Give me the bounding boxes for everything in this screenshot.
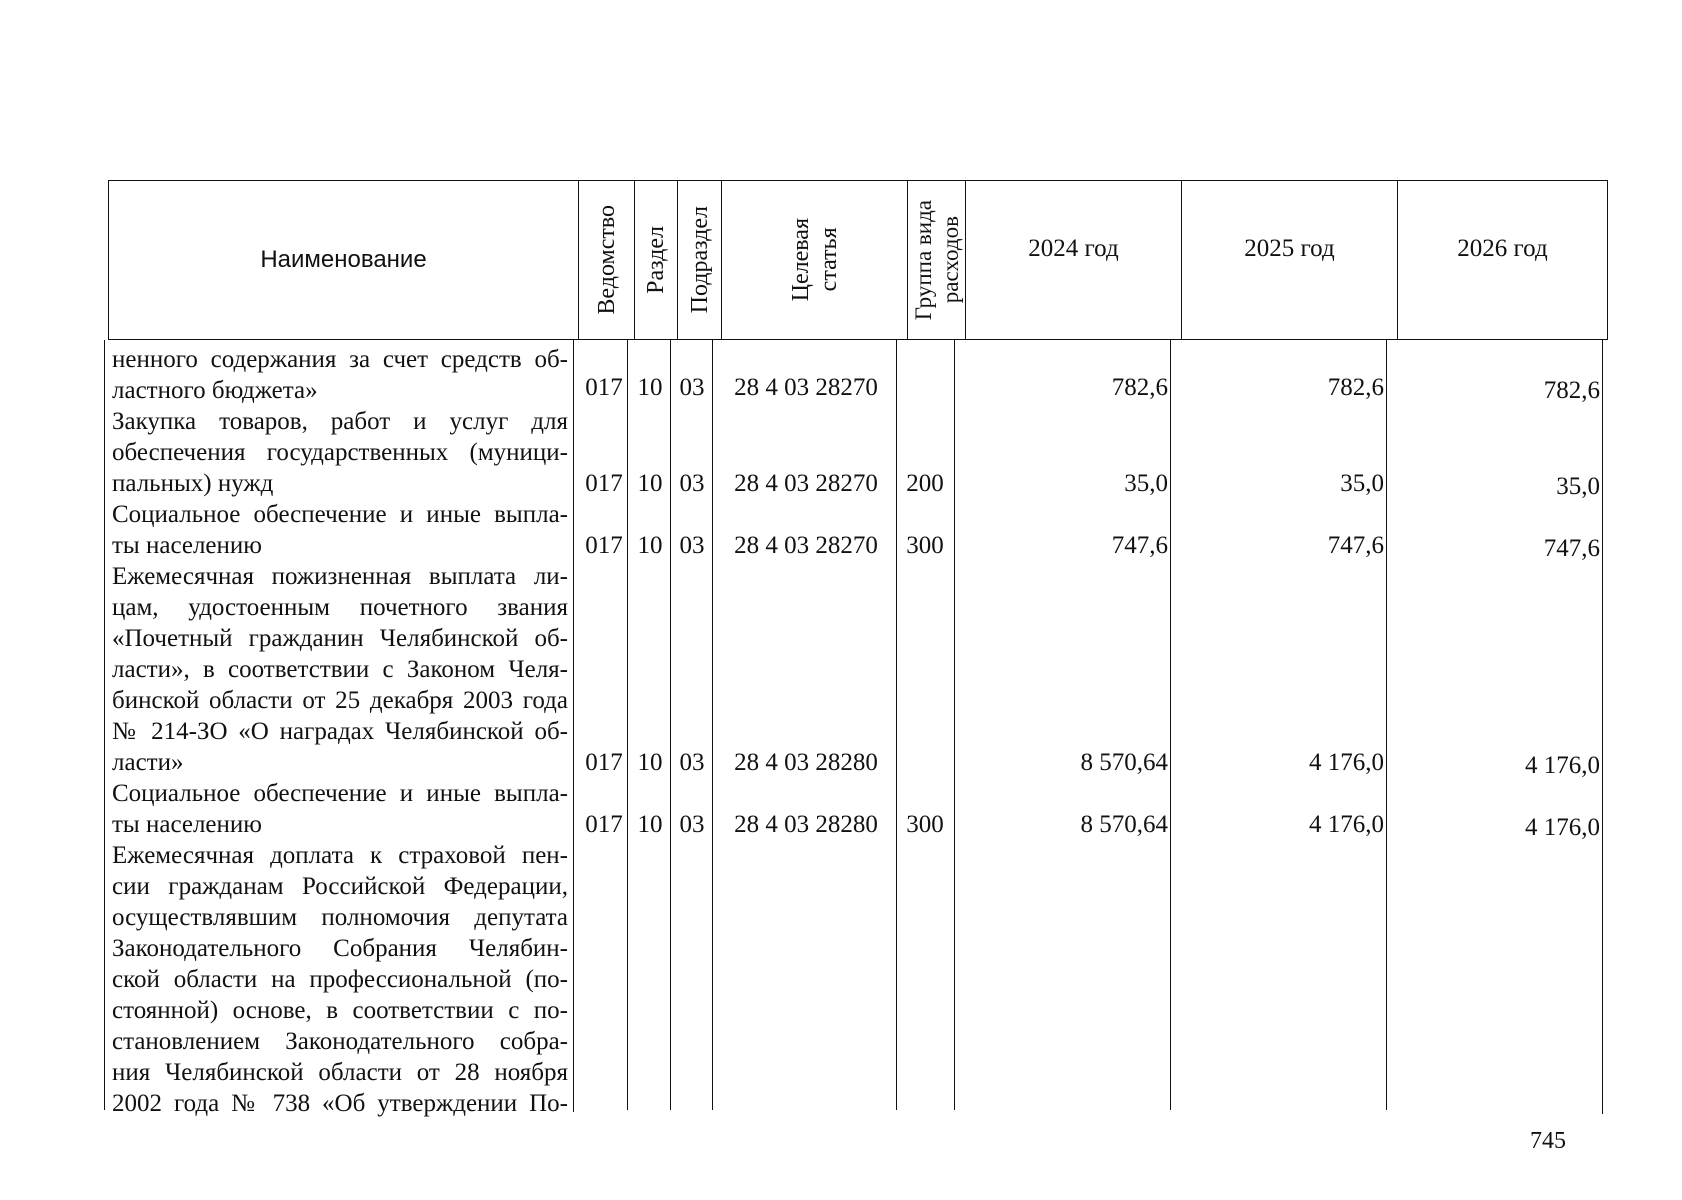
header-gruppa-line2: расходов	[937, 216, 963, 304]
header-2026-cell	[1397, 181, 1607, 339]
cell-2026: 4 176,0	[1525, 752, 1600, 779]
row-text-line: ской области на профессиональной (по-	[112, 966, 568, 993]
row-text-line: ты населению	[112, 811, 262, 838]
header-celevaya-cell	[721, 181, 907, 339]
row-text-line: ненного содержания за счет средств об-	[112, 346, 568, 373]
cell-2026: 4 176,0	[1525, 814, 1600, 841]
col-rule	[670, 340, 671, 1110]
header-2025: 2025 год	[1244, 235, 1335, 262]
cell-vedomstvo: 017	[585, 532, 623, 559]
col-rule	[1170, 340, 1171, 1110]
cell-2024: 747,6	[1111, 532, 1168, 559]
cell-vr: 200	[906, 470, 944, 497]
header-2025-cell	[1181, 181, 1397, 339]
row-text-line: Ежемесячная доплата к страховой пен-	[112, 842, 568, 869]
header-podrazdel: Подраздел	[686, 206, 713, 314]
cell-2025: 4 176,0	[1309, 811, 1384, 838]
cell-podrazdel: 03	[679, 749, 705, 776]
header-celevaya-line2: статья	[815, 228, 842, 292]
cell-vedomstvo: 017	[585, 811, 623, 838]
col-rule	[954, 340, 955, 1110]
table-row-name	[112, 499, 568, 561]
cell-celevaya: 28 4 03 28270	[734, 470, 878, 497]
cell-vedomstvo: 017	[585, 470, 623, 497]
cell-razdel: 10	[637, 374, 663, 401]
row-text-line: Ежемесячная пожизненная выплата ли-	[112, 563, 568, 590]
cell-2025: 782,6	[1327, 374, 1384, 401]
cell-celevaya: 28 4 03 28270	[734, 374, 878, 401]
cell-celevaya: 28 4 03 28270	[734, 532, 878, 559]
row-text-line: ния Челябинской области от 28 ноября	[112, 1059, 568, 1086]
col-rule	[712, 340, 713, 1110]
cell-vr: 300	[906, 811, 944, 838]
header-2026: 2026 год	[1457, 235, 1548, 262]
cell-2026: 35,0	[1556, 473, 1600, 500]
header-vedomstvo-cell	[578, 181, 634, 339]
row-text-line: ласти», в соответствии с Законом Челя-	[112, 656, 568, 683]
cell-vr: 300	[906, 532, 944, 559]
row-text-line: обеспечения государственных (муници-	[112, 439, 568, 466]
row-text-line: цам, удостоенным почетного звания	[112, 594, 568, 621]
header-podrazdel-cell	[677, 181, 721, 339]
table-row-name	[112, 840, 568, 1119]
col-rule	[896, 340, 897, 1110]
row-text-line: № 214-ЗО «О наградах Челябинской об-	[112, 718, 568, 745]
cell-2025: 747,6	[1327, 532, 1384, 559]
header-gruppa	[910, 200, 964, 320]
cell-2025: 4 176,0	[1309, 749, 1384, 776]
header-razdel-cell	[634, 181, 677, 339]
header-celevaya-line1: Целевая	[787, 218, 814, 302]
cell-razdel: 10	[637, 749, 663, 776]
cell-razdel: 10	[637, 532, 663, 559]
cell-podrazdel: 03	[679, 374, 705, 401]
row-text-line: ты населению	[112, 532, 262, 559]
col-rule	[1386, 340, 1387, 1110]
cell-2025: 35,0	[1340, 470, 1384, 497]
header-gruppa-line1: Группа вида	[910, 199, 936, 321]
row-text-line: пальных) нужд	[112, 470, 274, 497]
row-text-line: Закупка товаров, работ и услуг для	[112, 408, 568, 435]
cell-celevaya: 28 4 03 28280	[734, 749, 878, 776]
table-header	[108, 180, 1608, 340]
row-text-line: ластного бюджета»	[112, 377, 318, 404]
header-celevaya	[787, 218, 843, 301]
col-rule	[104, 340, 105, 1110]
header-2024: 2024 год	[1028, 235, 1119, 262]
cell-2024: 8 570,64	[1080, 749, 1168, 776]
row-text-line: 2002 года № 738 «Об утверждении По-	[112, 1090, 568, 1117]
header-name-cell	[109, 181, 578, 339]
header-razdel: Раздел	[643, 226, 669, 294]
header-vedomstvo: Ведомство	[593, 205, 620, 315]
row-text-line: Социальное обеспечение и иные выпла-	[112, 501, 568, 528]
cell-2024: 8 570,64	[1080, 811, 1168, 838]
cell-podrazdel: 03	[679, 532, 705, 559]
header-gruppa-cell	[907, 181, 965, 339]
cell-2026: 782,6	[1543, 377, 1600, 404]
cell-podrazdel: 03	[679, 470, 705, 497]
table-row-name	[112, 561, 568, 778]
row-text-line: бинской области от 25 декабря 2003 года	[112, 687, 568, 714]
table-row-name	[112, 406, 568, 499]
row-text-line: стоянной) основе, в соответствии с по-	[112, 997, 568, 1024]
row-text-line: ласти»	[112, 749, 184, 776]
cell-celevaya: 28 4 03 28280	[734, 811, 878, 838]
cell-podrazdel: 03	[679, 811, 705, 838]
header-2024-cell	[965, 181, 1181, 339]
cell-2024: 35,0	[1124, 470, 1168, 497]
cell-razdel: 10	[637, 470, 663, 497]
cell-2024: 782,6	[1111, 374, 1168, 401]
col-rule	[573, 340, 574, 1112]
table-row-name	[112, 778, 568, 840]
header-name: Наименование	[260, 246, 427, 273]
page-number: 745	[1530, 1128, 1566, 1154]
row-text-line: становлением Законодательного собра-	[112, 1028, 568, 1055]
row-text-line: Законодательного Собрания Челябин-	[112, 935, 568, 962]
cell-vedomstvo: 017	[585, 749, 623, 776]
row-text-line: осуществлявшим полномочия депутата	[112, 904, 568, 931]
table-row-name	[112, 344, 568, 406]
cell-razdel: 10	[637, 811, 663, 838]
row-text-line: сии гражданам Российской Федерации,	[112, 873, 568, 900]
cell-vedomstvo: 017	[585, 374, 623, 401]
col-rule	[627, 340, 628, 1110]
row-text-line: Социальное обеспечение и иные выпла-	[112, 780, 568, 807]
cell-2026: 747,6	[1543, 535, 1600, 562]
col-rule	[1602, 340, 1603, 1114]
row-text-line: «Почетный гражданин Челябинской об-	[112, 625, 568, 652]
